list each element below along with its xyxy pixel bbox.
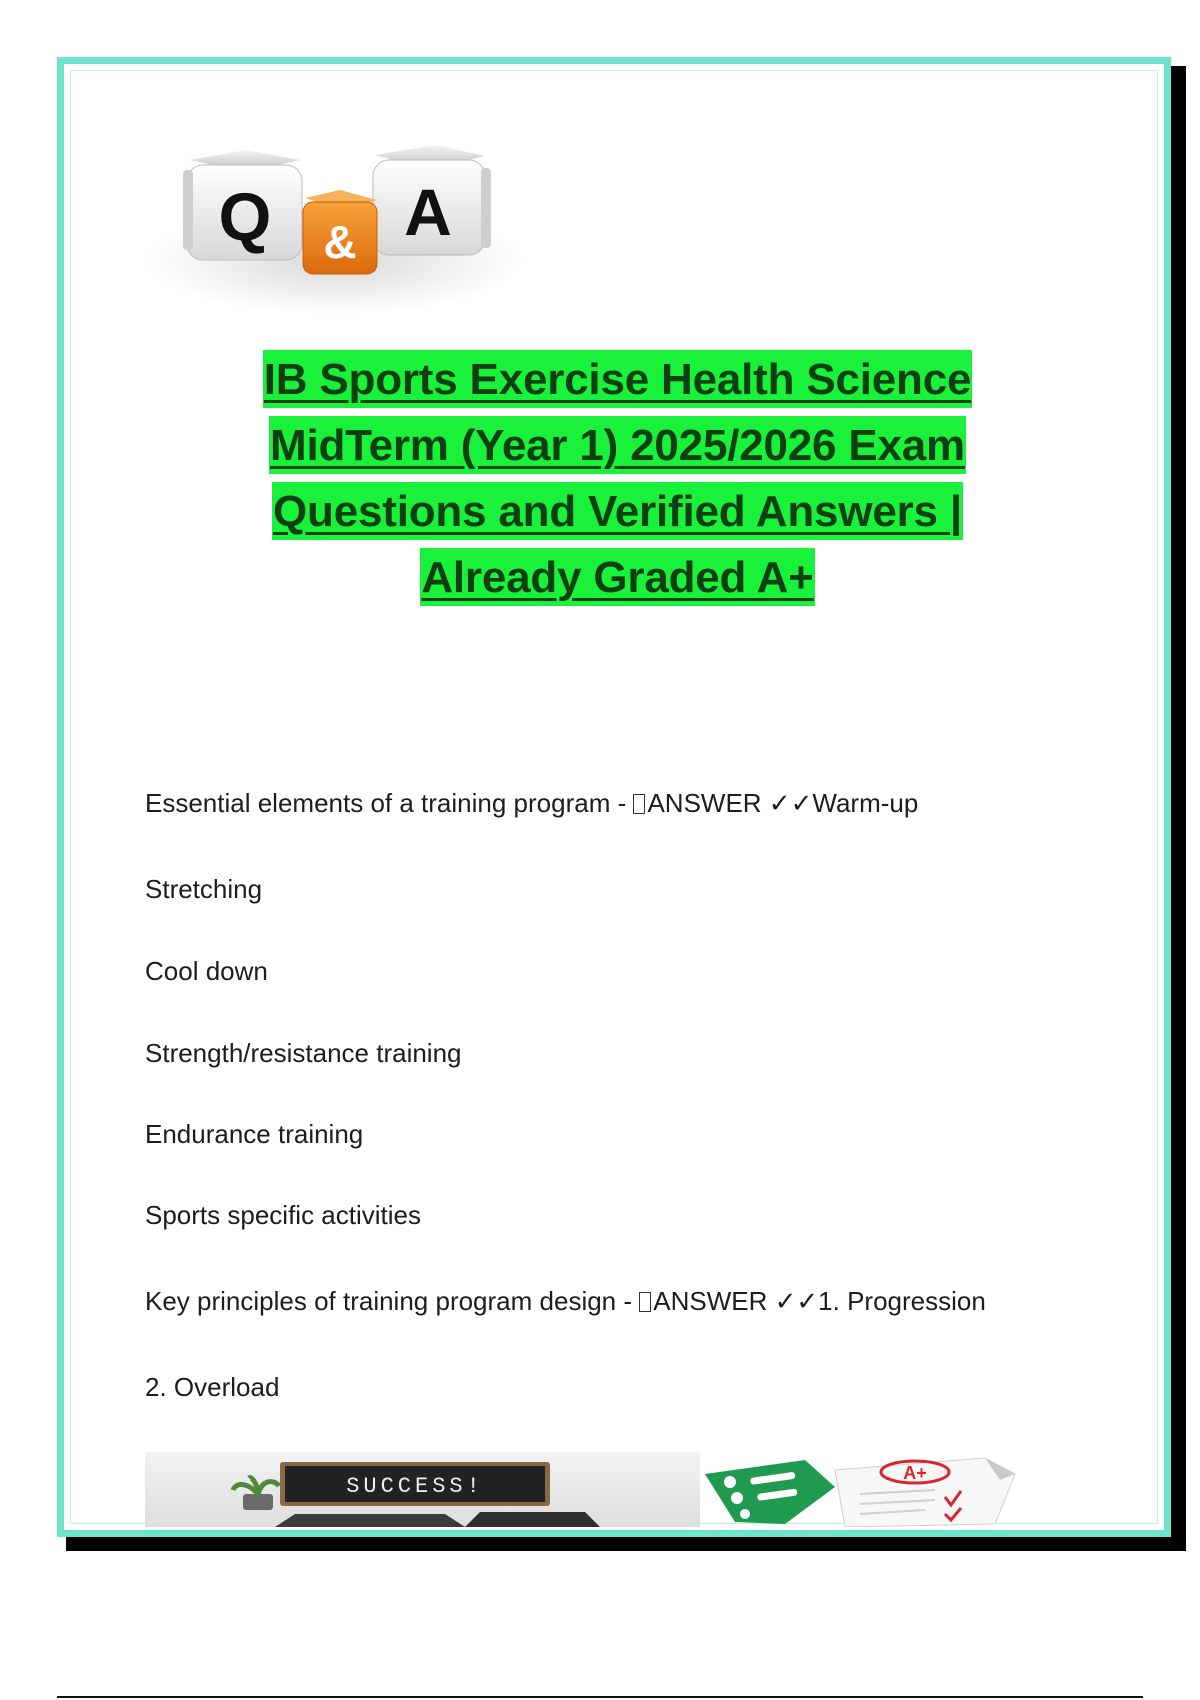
amp-letter: & [323,216,357,268]
q-die [183,150,302,260]
qa-dice-icon [145,90,535,330]
title-line-2: MidTerm (Year 1) 2025/2026 Exam [269,416,966,474]
title-line-4: Already Graded A+ [420,548,814,606]
bottom-rule [57,1696,1143,1698]
grade-text: A+ [903,1463,927,1483]
question-2-text: Key principles of training program design - [145,1286,640,1316]
missing-glyph-icon [633,794,645,814]
answer-1-item: Cool down [145,956,268,986]
title-line-3: Questions and Verified Answers | [272,482,963,540]
success-sign-text: SUCCESS! [346,1474,484,1499]
answer-label: ANSWER ✓✓ [653,1286,819,1316]
qa-dice-svg [145,90,535,330]
graded-paper-icon [705,1458,1015,1527]
question-1-text: Essential elements of a training program - [145,788,634,818]
success-chalkboard-icon [280,1462,550,1506]
question-2 [145,1286,986,1316]
answer-1-item: Stretching [145,874,263,904]
answer-label: ANSWER ✓✓ [647,788,813,818]
banner-svg [145,1452,1080,1527]
answer-1-item: Sports specific activities [145,1200,421,1230]
a-letter: A [404,175,452,249]
missing-glyph-icon [639,1292,651,1312]
answer-1-item: Endurance training [145,1119,364,1149]
answer-2-first: 1. Progression [818,1286,986,1316]
title-line-1: IB Sports Exercise Health Science [263,350,973,408]
footer-banner [145,1452,1080,1527]
q-letter: Q [218,179,272,255]
a-die [373,145,491,255]
question-1 [145,788,918,818]
answer-1-first: Warm-up [812,788,919,818]
laptop-icon [275,1512,600,1527]
document-title [150,350,1085,614]
answer-1-item: Strength/resistance training [145,1038,462,1068]
answer-2-item: 2. Overload [145,1372,280,1402]
amp-die [303,190,377,274]
